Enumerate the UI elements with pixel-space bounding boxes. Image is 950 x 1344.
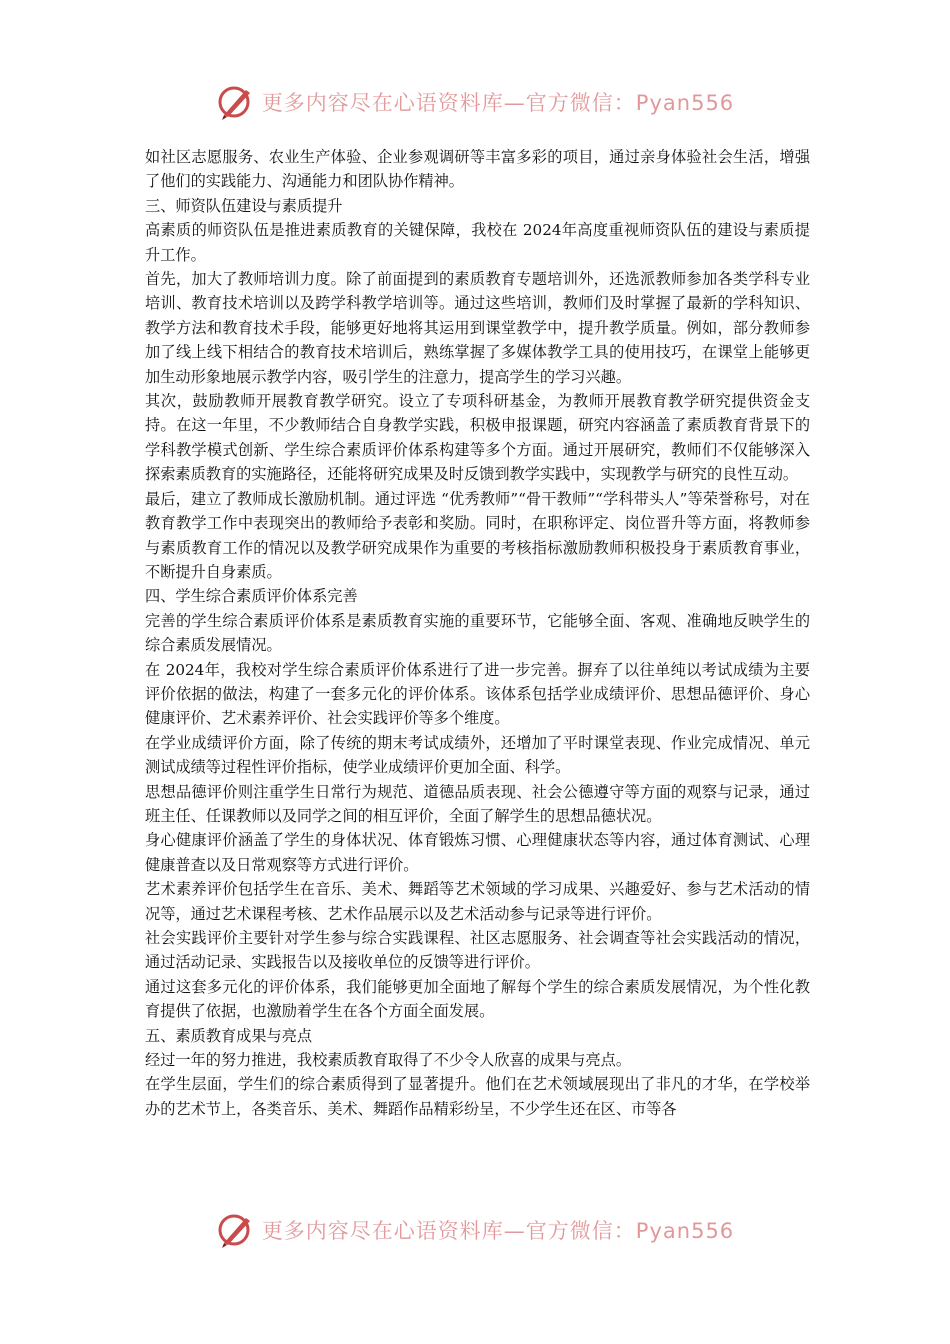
paragraph: 艺术素养评价包括学生在音乐、美术、舞蹈等艺术领域的学习成果、兴趣爱好、参与艺术活动的情况等，通过艺术课程考核、艺术作品展示以及艺术活动参与记录等进行评价。 xyxy=(145,880,810,923)
pen-logo-icon xyxy=(216,1210,256,1250)
paragraph: 高素质的师资队伍是推进素质教育的关键保障，我校在 2024年高度重视师资队伍的建设与素质提升工作。 xyxy=(145,221,810,264)
paragraph: 完善的学生综合素质评价体系是素质教育实施的重要环节，它能够全面、客观、准确地反映学生的综合素质发展情况。 xyxy=(145,611,810,655)
section-heading: 三、师资队伍建设与素质提升 xyxy=(145,196,343,215)
paragraph: 在 2024年，我校对学生综合素质评价体系进行了进一步完善。摒弃了以往单纯以考试成绩为主要评价依据的做法，构建了一套多元化的评价体系。该体系包括学业成绩评价、思想品德评价、身心健康评价、艺术素养评价、社会实践评价等多个维度。 xyxy=(145,660,810,728)
paragraph: 通过这套多元化的评价体系，我们能够更加全面地了解每个学生的综合素质发展情况，为个性化教育提供了依据，也激励着学生在各个方面全面发展。 xyxy=(145,977,810,1021)
section-heading: 四、学生综合素质评价体系完善 xyxy=(145,587,358,606)
paragraph: 首先，加大了教师培训力度。除了前面提到的素质教育专题培训外，还选派教师参加各类学科专业培训、教育技术培训以及跨学科教学培训等。通过这些培训，教师们及时掌握了最新的学科知识、教学方法和教育技术手段，能够更好地将其运用到课堂教学中，提升教学质量。例如，部分教师参加了线上线下相结合的教育技术培训后，熟练掌握了多媒体教学工具的使用技巧，在课堂上能够更加生动形象地展示教学内容，吸引学生的注意力，提高学生的学习兴趣。 xyxy=(145,270,810,386)
watermark-text: 更多内容尽在心语资料库—官方微信：Pyan556 xyxy=(261,1219,735,1243)
paragraph: 思想品德评价则注重学生日常行为规范、道德品质表现、社会公德遵守等方面的观察与记录，通过班主任、任课教师以及同学之间的相互评价，全面了解学生的思想品德状况。 xyxy=(145,782,810,825)
paragraph: 社会实践评价主要针对学生参与综合实践课程、社区志愿服务、社会调查等社会实践活动的情况，通过活动记录、实践报告以及接收单位的反馈等进行评价。 xyxy=(145,929,810,972)
paragraph: 在学业成绩评价方面，除了传统的期末考试成绩外，还增加了平时课堂表现、作业完成情况、单元测试成绩等过程性评价指标，使学业成绩评价更加全面、科学。 xyxy=(145,733,810,777)
document-body xyxy=(145,145,810,1121)
paragraph: 如社区志愿服务、农业生产体验、企业参观调研等丰富多彩的项目，通过亲身体验社会生活，增强了他们的实践能力、沟通能力和团队协作精神。 xyxy=(145,148,810,191)
pen-logo-icon xyxy=(216,82,256,122)
paragraph: 最后，建立了教师成长激励机制。通过评选 “优秀教师”“骨干教师”“学科带头人”等荣誉称号，对在教育教学工作中表现突出的教师给予表彰和奖励。同时，在职称评定、岗位晋升等方面，将教师参与素质教育工作的情况以及教学研究成果作为重要的考核指标激励教师积极投身于素质教育事业，不断提升自身素质。 xyxy=(145,489,810,581)
watermark-text: 更多内容尽在心语资料库—官方微信：Pyan556 xyxy=(261,91,735,115)
section-heading: 五、素质教育成果与亮点 xyxy=(145,1026,313,1045)
paragraph: 经过一年的努力推进，我校素质教育取得了不少令人欣喜的成果与亮点。 xyxy=(145,1051,631,1070)
paragraph: 身心健康评价涵盖了学生的身体状况、体育锻炼习惯、心理健康状态等内容，通过体育测试、心理健康普查以及日常观察等方式进行评价。 xyxy=(145,831,810,874)
paragraph: 其次，鼓励教师开展教育教学研究。设立了专项科研基金，为教师开展教育教学研究提供资金支持。在这一年里，不少教师结合自身教学实践，积极申报课题，研究内容涵盖了素质教育背景下的学科教学模式创新、学生综合素质评价体系构建等多个方面。通过开展研究，教师们不仅能够深入探索素质教育的实施路径，还能将研究成果及时反馈到教学实践中，实现教学与研究的良性互动。 xyxy=(145,392,810,484)
header-watermark xyxy=(0,80,950,124)
paragraph: 在学生层面，学生们的综合素质得到了显著提升。他们在艺术领域展现出了非凡的才华，在学校举办的艺术节上，各类音乐、美术、舞蹈作品精彩纷呈，不少学生还在区、市等各 xyxy=(145,1075,810,1118)
footer-watermark xyxy=(0,1208,950,1252)
